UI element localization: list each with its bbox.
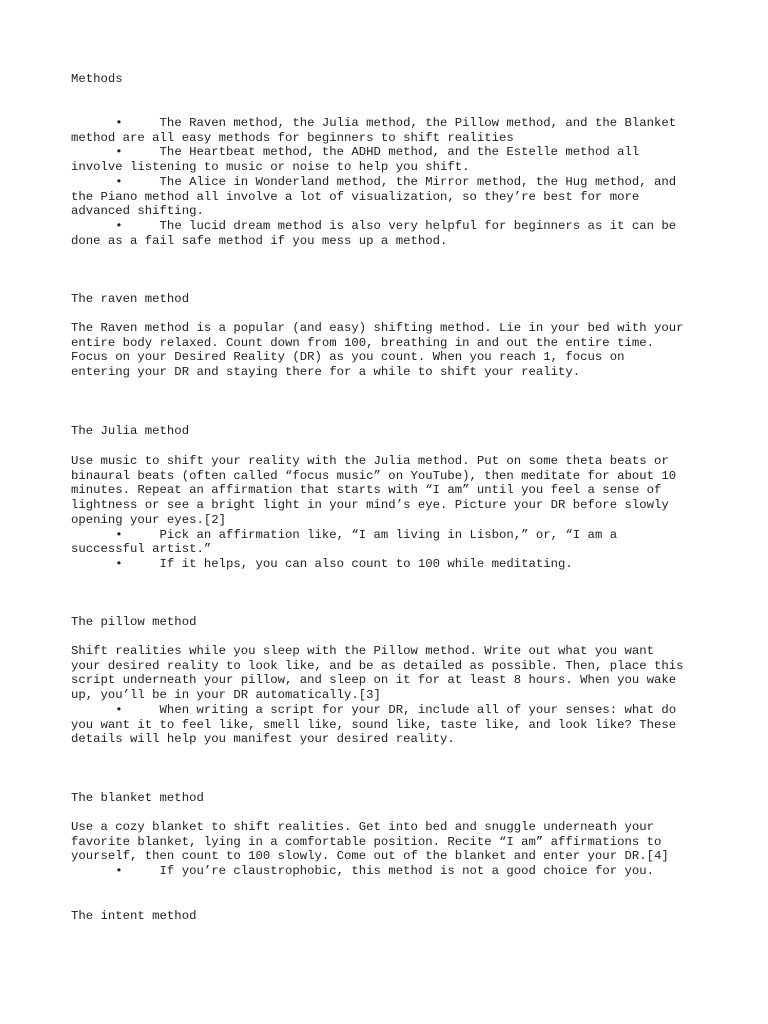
pillow-method-heading: The pillow method	[71, 615, 197, 629]
julia-method-body: Use music to shift your reality with the Julia method. Put on some theta beats or binaural beats (often called “focus music” on YouTube), then meditate for about 10 minutes. Repeat an affirmation that starts with “I am” until you feel a sense of lightness or see a bright light in your mind’s eye. Picture your DR before slowly opening your eyes.[2] • Pick an affirmation like, “I am living in Lisbon,” or, “I am a successful artist.” • If it helps, you can also count to 100 while meditating.	[71, 454, 677, 571]
raven-method-body: The Raven method is a popular (and easy) shifting method. Lie in your bed with your entire body relaxed. Count down from 100, breathing in and out the entire time. Focus on your Desired Reality (DR) as you count. When you reach 1, focus on entering your DR and staying there for a while to shift your reality.	[71, 321, 684, 380]
intent-method-heading: The intent method	[71, 909, 197, 923]
pillow-method-body: Shift realities while you sleep with the Pillow method. Write out what you want your desired reality to look like, and be as detailed as possible. Then, place this script underneath your pillow, and sleep on it for at least 8 hours. When you wake up, you’ll be in your DR automatically.[3] • When writing a script for your DR, include all of your senses: what do you want it to feel like, smell like, sound like, taste like, and look like? These details will help you manifest your desired reality.	[71, 644, 684, 747]
julia-method-heading: The Julia method	[71, 424, 190, 438]
blanket-method-heading: The blanket method	[71, 791, 204, 805]
methods-heading: Methods	[71, 72, 123, 86]
blanket-method-body: Use a cozy blanket to shift realities. Get into bed and snuggle underneath your favorite blanket, lying in a comfortable position. Recite “I am” affirmations to yourself, then count to 100 slowly. Come out of the blanket and enter your DR.[4] • If you’re claustrophobic, this method is not a good choice for you.	[71, 820, 669, 879]
raven-method-heading: The raven method	[71, 292, 190, 306]
methods-overview-list: • The Raven method, the Julia method, the Pillow method, and the Blanket method are all easy methods for beginners to shift realities • The Heartbeat method, the ADHD method, and the Estelle method all involve listening to music or noise to help you shift. • The Alice in Wonderland method, the Mirror method, the Hug method, and the Piano method all involve a lot of visualization, so they’re best for more advanced shifting. • The lucid dream method is also very helpful for beginners as it can be done as a fail safe method if you mess up a method.	[71, 116, 677, 248]
